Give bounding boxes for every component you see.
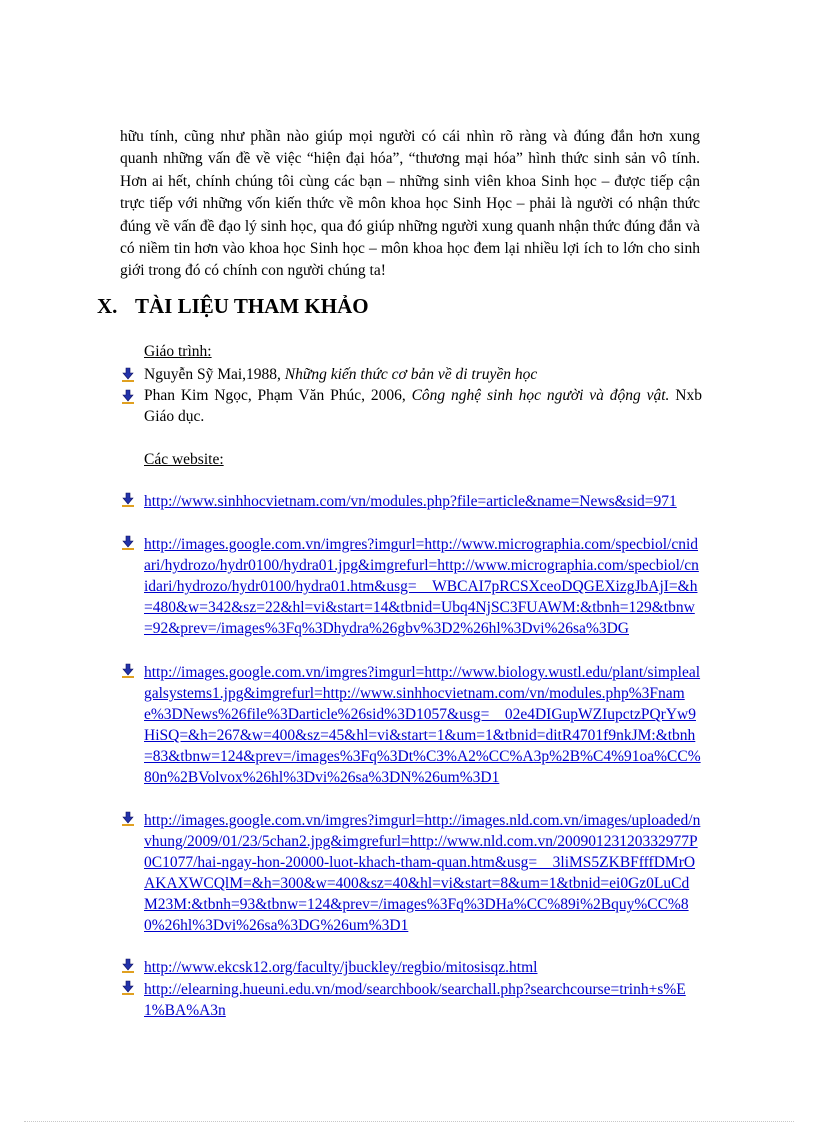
reference-publisher: Nxb Giáo dục.	[144, 387, 702, 425]
reference-title: Công nghệ sinh học người và động vật.	[411, 387, 670, 404]
reference-link[interactable]: http://images.google.com.vn/imgres?imgurl=http://www.biology.wustl.edu/plant/simplealgalsystems1.jpg&imgrefurl=http://www.sinhhocvietnam.com/vn/modules.php%3Fname%3DNews%26file%3Darticle%26sid%3D1057&usg=__02e4DIGupWZIupctzPQrYw9HiSQ=&h=267&w=400&sz=45&hl=vi&start=1&um=1&tbnid=ditR4701f9nkJM:&tbnh=83&tbnw=124&prev=/images%3Fq%3Dt%C3%A2%CC%A3p%2B%C4%91oa%CC%80n%2BVolvox%26hl%3Dvi%26sa%3DN%26um%3D1	[144, 664, 701, 787]
section-heading	[97, 294, 369, 319]
reference-item	[144, 385, 702, 427]
reference-authors: Nguyễn Sỹ Mai,1988,	[144, 366, 285, 383]
reference-authors: Phan Kim Ngọc, Phạm Văn Phúc, 2006,	[144, 387, 412, 404]
arrow-down-bullet-icon	[120, 958, 136, 974]
arrow-down-bullet-icon	[120, 389, 136, 405]
arrow-down-bullet-icon	[120, 980, 136, 996]
intro-paragraph: hữu tính, cũng như phần nào giúp mọi người có cái nhìn rõ ràng và đúng đắn hơn xung quanh những vấn đề về việc “hiện đại hóa”, “thương mại hóa” hình thức sinh sản vô tính. Hơn ai hết, chính chúng tôi cùng các bạn – những sinh viên khoa Sinh học – được tiếp cận trực tiếp với những vốn kiến thức về môn khoa học Sinh Học – phải là người có nhận thức đúng về vấn đề đạo lý sinh học, qua đó giúp những người xung quanh nhận thức đúng đắn và có niềm tin hơn vào khoa học Sinh học – môn khoa học đem lại nhiều lợi ích to lớn cho sinh giới trong đó có chính con người chúng ta!	[120, 128, 700, 280]
page-bottom-rule	[24, 1121, 794, 1122]
reference-link[interactable]: http://images.google.com.vn/imgres?imgurl=http://www.micrographia.com/specbiol/cnidari/hydrozo/hydr0100/hydra01.jpg&imgrefurl=http://www.micrographia.com/specbiol/cnidari/hydrozo/hydr0100/hydra01.htm&usg=__WBCAI7pRCSXceoDQGEXizgJbAjI=&h=480&w=342&sz=22&hl=vi&start=14&tbnid=Ubq4NjSC3FUAWM:&tbnh=129&tbnw=92&prev=/images%3Fq%3Dhydra%26gbv%3D2%26hl%3Dvi%26sa%3DG	[144, 536, 699, 638]
reference-link[interactable]: http://images.google.com.vn/imgres?imgurl=http://images.nld.com.vn/images/uploaded/nvhung/2009/01/23/5chan2.jpg&imgrefurl=http://www.nld.com.vn/20090123120332977P0C1077/hai-ngay-hon-20000-luot-khach-tham-quan.htm&usg=__3liMS5ZKBFfffDMrOAKAXWCQlM=&h=300&w=400&sz=40&hl=vi&start=8&um=1&tbnid=ei0Gz0LuCdM23M:&tbnh=93&tbnw=124&prev=/images%3Fq%3DHa%CC%89i%2Bquy%CC%80%26hl%3Dvi%26sa%3DG%26um%3D1	[144, 812, 701, 935]
reference-title: Những kiến thức cơ bản về di truyền học	[284, 366, 538, 383]
textbooks-label: Giáo trình:	[144, 343, 212, 360]
arrow-down-bullet-icon	[120, 535, 136, 551]
section-title: TÀI LIỆU THAM KHẢO	[135, 294, 369, 318]
reference-link[interactable]: http://www.sinhhocvietnam.com/vn/modules.php?file=article&name=News&sid=971	[144, 493, 677, 510]
arrow-down-bullet-icon	[120, 492, 136, 508]
reference-item	[144, 364, 702, 385]
reference-link[interactable]: http://elearning.hueuni.edu.vn/mod/searchbook/searchall.php?searchcourse=trinh+s%E1%BA%A3n	[144, 981, 686, 1020]
arrow-down-bullet-icon	[120, 367, 136, 383]
websites-label: Các website:	[144, 451, 224, 468]
arrow-down-bullet-icon	[120, 663, 136, 679]
arrow-down-bullet-icon	[120, 811, 136, 827]
section-number: X.	[97, 294, 118, 318]
reference-link[interactable]: http://www.ekcsk12.org/faculty/jbuckley/regbio/mitosisqz.html	[144, 959, 538, 976]
